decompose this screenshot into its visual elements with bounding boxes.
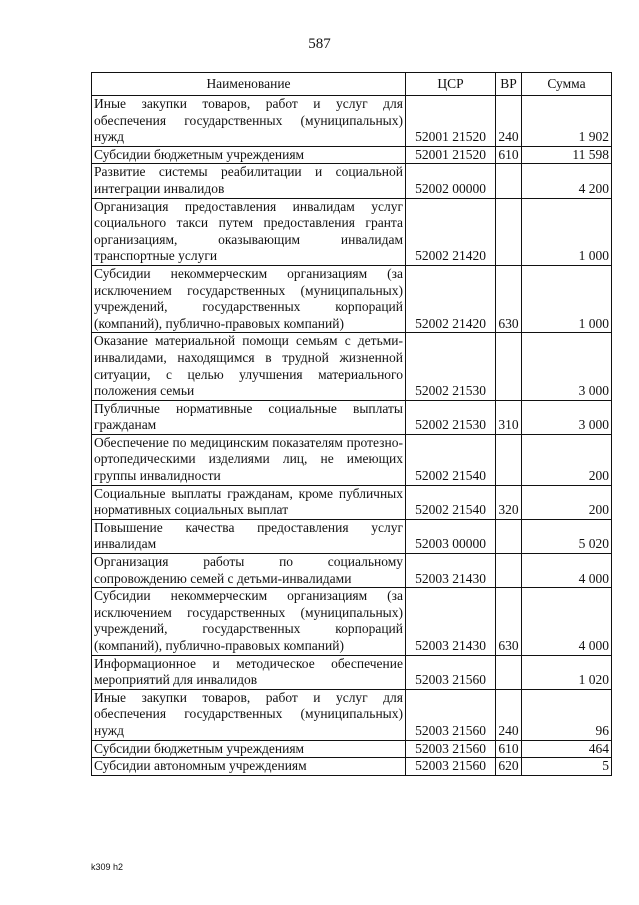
table-row	[92, 146, 612, 164]
cell-csr: 52003 21560	[406, 740, 496, 758]
cell-name: Иные закупки товаров, работ и услуг для обеспечения государственных (муниципальных) нужд	[92, 96, 406, 147]
table-row	[92, 740, 612, 758]
cell-sum: 3 000	[522, 400, 612, 434]
cell-sum: 464	[522, 740, 612, 758]
cell-name: Публичные нормативные социальные выплаты гражданам	[92, 400, 406, 434]
cell-sum: 1 000	[522, 198, 612, 265]
cell-vr	[496, 198, 522, 265]
header-csr: ЦСР	[406, 73, 496, 96]
table-row	[92, 485, 612, 519]
cell-name: Субсидии некоммерческим организациям (за исключением государственных (муниципальных) учреждений, государственных корпораций (компаний), публично-правовых компаний)	[92, 588, 406, 655]
cell-name: Субсидии автономным учреждениям	[92, 758, 406, 776]
cell-vr	[496, 333, 522, 400]
cell-sum: 96	[522, 689, 612, 740]
cell-sum: 4 000	[522, 554, 612, 588]
table-row	[92, 164, 612, 198]
cell-sum: 200	[522, 434, 612, 485]
cell-vr: 620	[496, 758, 522, 776]
cell-csr: 52003 21560	[406, 689, 496, 740]
cell-csr: 52003 21560	[406, 655, 496, 689]
table-row	[92, 689, 612, 740]
cell-vr	[496, 164, 522, 198]
footer-code: k309 h2	[91, 862, 124, 872]
table-row	[92, 655, 612, 689]
cell-name: Субсидии некоммерческим организациям (за исключением государственных (муниципальных) учреждений, государственных корпораций (компаний), публично-правовых компаний)	[92, 265, 406, 332]
table-body	[92, 96, 612, 776]
table-row	[92, 758, 612, 776]
header-vr: ВР	[496, 73, 522, 96]
cell-vr: 320	[496, 485, 522, 519]
cell-name: Организация работы по социальному сопровождению семей с детьми-инвалидами	[92, 554, 406, 588]
header-name: Наименование	[92, 73, 406, 96]
cell-vr: 630	[496, 265, 522, 332]
cell-sum: 5 020	[522, 519, 612, 553]
cell-csr: 52003 21560	[406, 758, 496, 776]
cell-sum: 1 902	[522, 96, 612, 147]
table-row	[92, 265, 612, 332]
table-row	[92, 554, 612, 588]
cell-csr: 52001 21520	[406, 146, 496, 164]
header-sum: Сумма	[522, 73, 612, 96]
cell-csr: 52003 21430	[406, 588, 496, 655]
table-header-row	[92, 73, 612, 96]
cell-name: Иные закупки товаров, работ и услуг для обеспечения государственных (муниципальных) нужд	[92, 689, 406, 740]
cell-name: Субсидии бюджетным учреждениям	[92, 146, 406, 164]
table-row	[92, 588, 612, 655]
table-row	[92, 333, 612, 400]
cell-vr: 240	[496, 689, 522, 740]
cell-vr: 240	[496, 96, 522, 147]
cell-name: Социальные выплаты гражданам, кроме публичных нормативных социальных выплат	[92, 485, 406, 519]
cell-csr: 52002 21420	[406, 265, 496, 332]
table-row	[92, 519, 612, 553]
cell-csr: 52003 00000	[406, 519, 496, 553]
cell-sum: 4 000	[522, 588, 612, 655]
cell-name: Обеспечение по медицинским показателям протезно-ортопедическими изделиями лиц, не имеющих группы инвалидности	[92, 434, 406, 485]
cell-csr: 52002 21530	[406, 333, 496, 400]
cell-name: Развитие системы реабилитации и социальной интеграции инвалидов	[92, 164, 406, 198]
cell-name: Организация предоставления инвалидам услуг социального такси путем предоставления гранта организациям, оказывающим инвалидам транспортные услуги	[92, 198, 406, 265]
cell-csr: 52002 21540	[406, 434, 496, 485]
cell-csr: 52002 21530	[406, 400, 496, 434]
table-row	[92, 400, 612, 434]
cell-vr	[496, 434, 522, 485]
cell-sum: 4 200	[522, 164, 612, 198]
table-row	[92, 198, 612, 265]
cell-vr: 310	[496, 400, 522, 434]
cell-name: Оказание материальной помощи семьям с детьми-инвалидами, находящимся в трудной жизненной ситуации, с целью улучшения материального положения семьи	[92, 333, 406, 400]
page-number: 587	[308, 36, 331, 52]
cell-name: Повышение качества предоставления услуг инвалидам	[92, 519, 406, 553]
cell-vr	[496, 554, 522, 588]
cell-name: Субсидии бюджетным учреждениям	[92, 740, 406, 758]
cell-csr: 52003 21430	[406, 554, 496, 588]
cell-sum: 3 000	[522, 333, 612, 400]
cell-name: Информационное и методическое обеспечение мероприятий для инвалидов	[92, 655, 406, 689]
cell-sum: 200	[522, 485, 612, 519]
cell-csr: 52001 21520	[406, 96, 496, 147]
cell-csr: 52002 21420	[406, 198, 496, 265]
cell-vr	[496, 655, 522, 689]
cell-csr: 52002 00000	[406, 164, 496, 198]
table-row	[92, 96, 612, 147]
cell-sum: 1 000	[522, 265, 612, 332]
cell-sum: 11 598	[522, 146, 612, 164]
table-row	[92, 434, 612, 485]
cell-vr: 610	[496, 146, 522, 164]
cell-vr: 610	[496, 740, 522, 758]
cell-csr: 52002 21540	[406, 485, 496, 519]
budget-table	[91, 72, 612, 776]
cell-sum: 5	[522, 758, 612, 776]
cell-vr: 630	[496, 588, 522, 655]
cell-vr	[496, 519, 522, 553]
cell-sum: 1 020	[522, 655, 612, 689]
